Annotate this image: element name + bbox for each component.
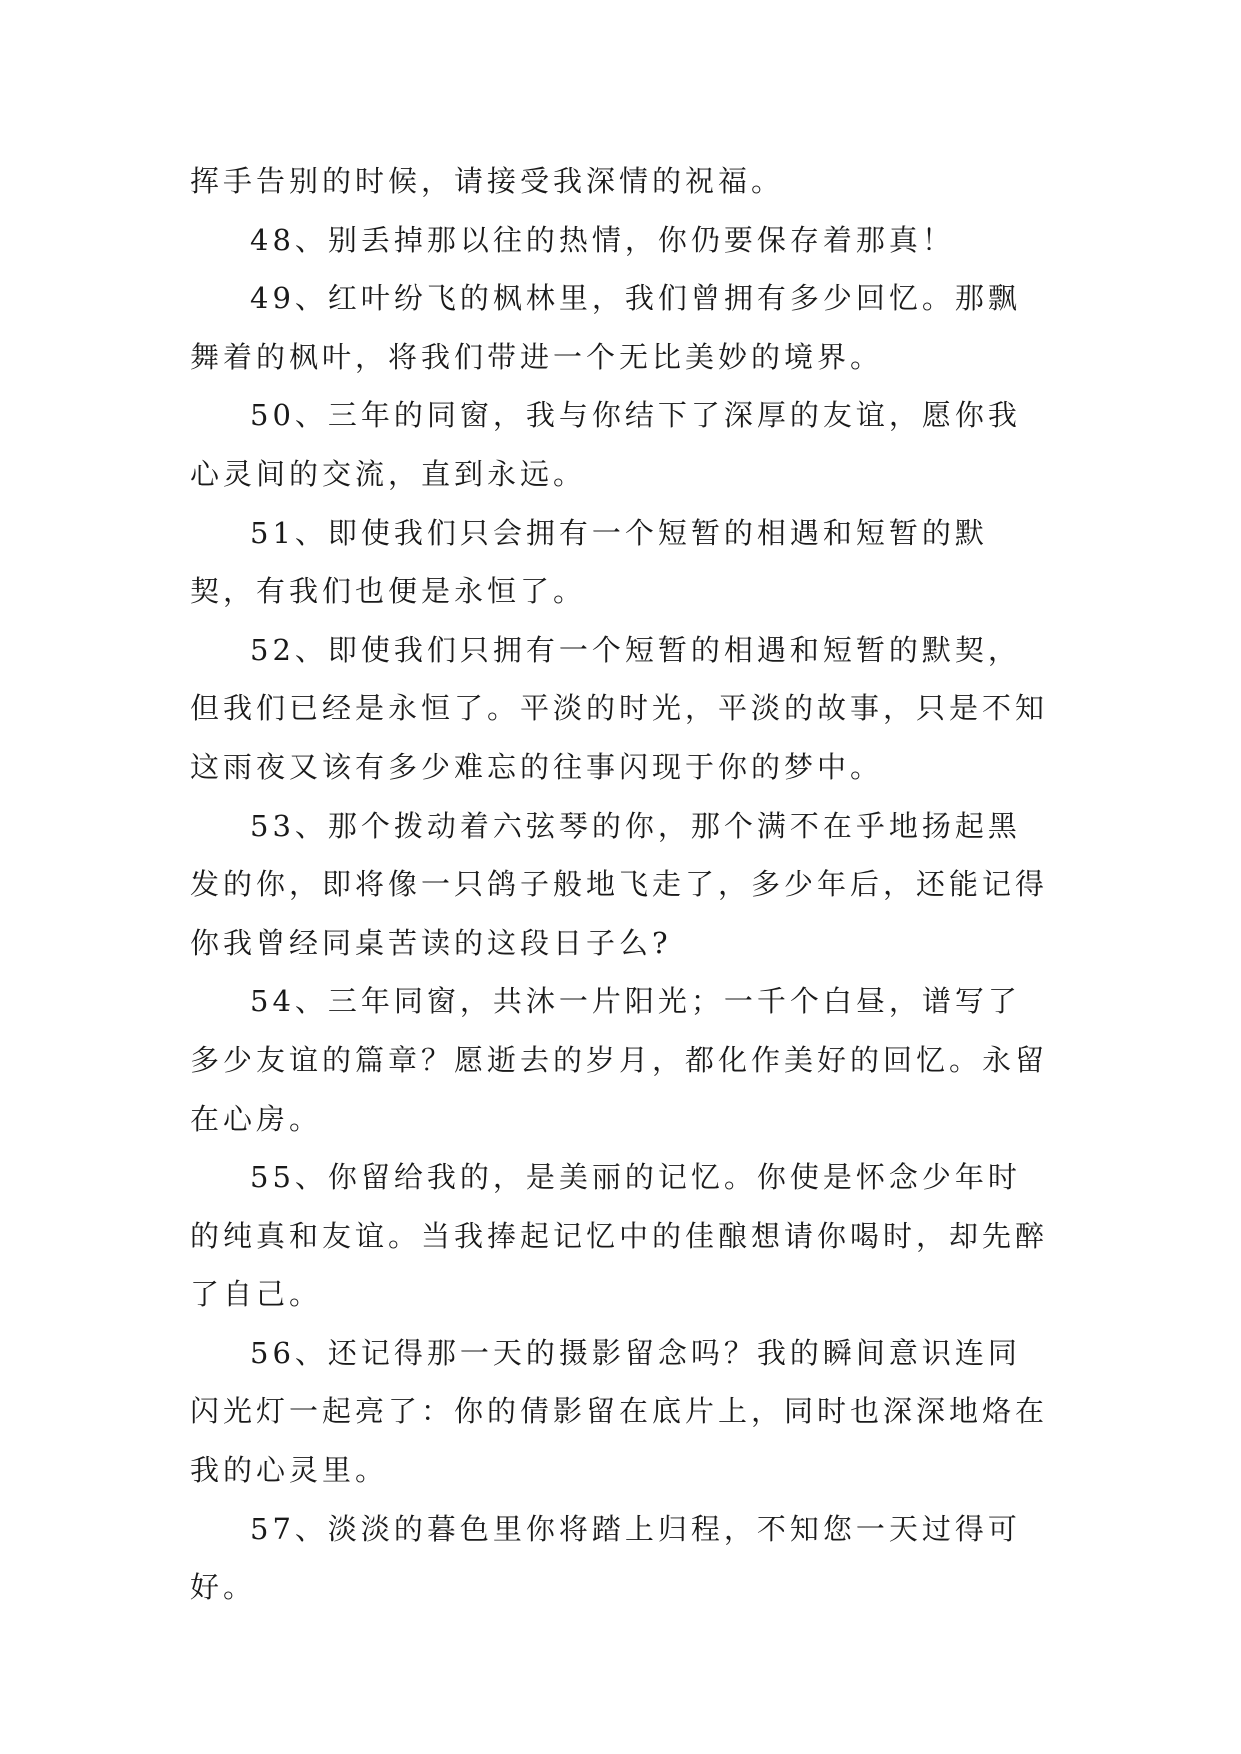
paragraph-49: 49、红叶纷飞的枫林里，我们曾拥有多少回忆。那飘舞着的枫叶，将我们带进一个无比美妙的境界。: [190, 281, 1021, 374]
paragraph-56: 56、还记得那一天的摄影留念吗？我的瞬间意识连同闪光灯一起亮了：你的倩影留在底片上，同时也深深地烙在我的心灵里。: [190, 1335, 1049, 1488]
paragraph-48: 48、别丢掉那以往的热情，你仍要保存着那真！: [250, 222, 955, 257]
paragraph-57: 57、淡淡的暮色里你将踏上归程，不知您一天过得可好。: [190, 1511, 1021, 1605]
paragraph-continuation: 挥手告别的时候，请接受我深情的祝福。: [190, 164, 785, 198]
paragraph-53: 53、那个拨动着六弦琴的你，那个满不在乎地扬起黑发的你，即将像一只鸽子般地飞走了，多少年后，还能记得你我曾经同桌苦读的这段日子么?: [190, 808, 1049, 960]
paragraph-54: 54、三年同窗，共沐一片阳光；一千个白昼，谱写了多少友谊的篇章？愿逝去的岁月，都化作美好的回忆。永留在心房。: [190, 984, 1049, 1136]
paragraph-51: 51、即使我们只会拥有一个短暂的相遇和短暂的默契，有我们也便是永恒了。: [190, 515, 988, 609]
paragraph-52: 52、即使我们只拥有一个短暂的相遇和短暂的默契，但我们已经是永恒了。平淡的时光，平淡的故事，只是不知这雨夜又该有多少难忘的往事闪现于你的梦中。: [190, 632, 1049, 784]
paragraph-50: 50、三年的同窗，我与你结下了深厚的友谊，愿你我心灵间的交流，直到永远。: [190, 398, 1021, 491]
paragraph-55: 55、你留给我的，是美丽的记忆。你使是怀念少年时的纯真和友谊。当我捧起记忆中的佳酿想请你喝时，却先醉了自己。: [190, 1160, 1049, 1312]
document-body: [190, 152, 1050, 1617]
